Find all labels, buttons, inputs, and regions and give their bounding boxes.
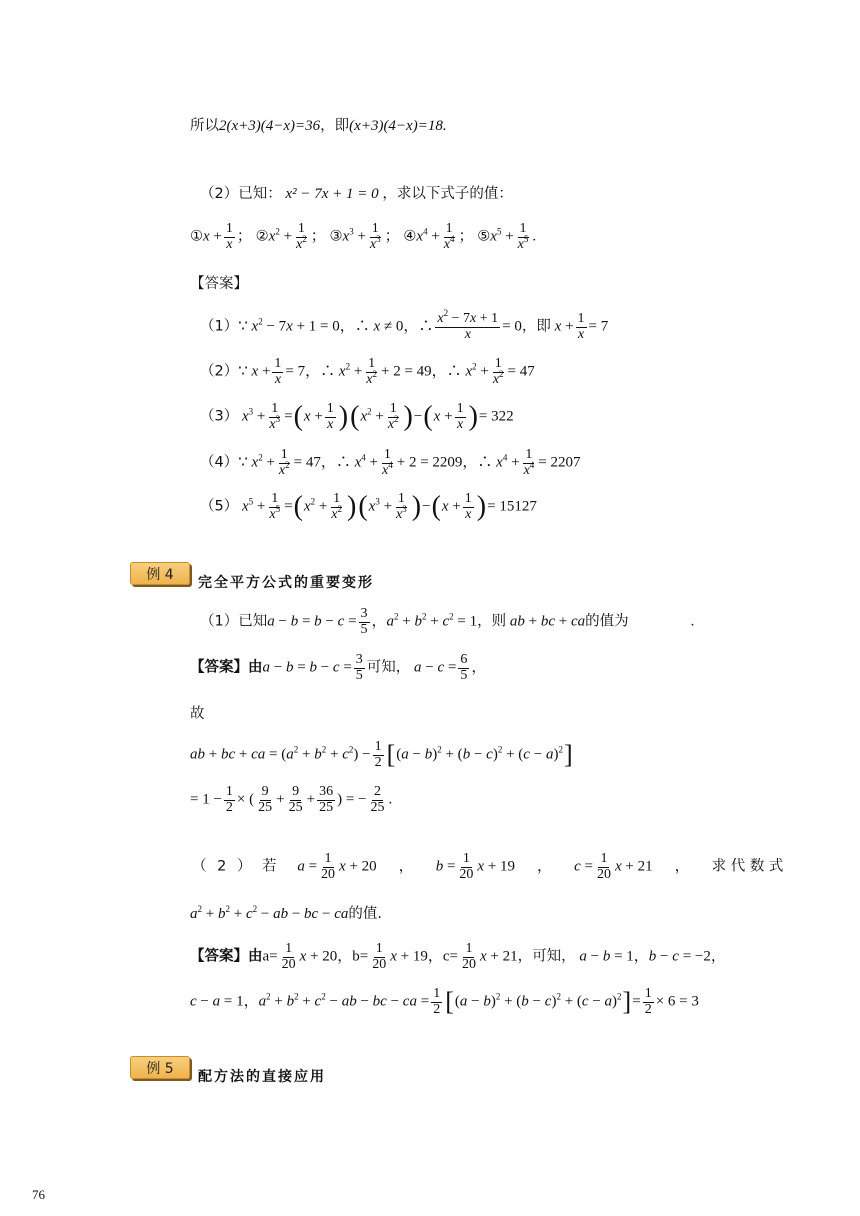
ex4-derivation-1: ab + bc + ca = $(a^2 + b^2 + c^2)$ − $\frac{1}{2}$ $[(a - b)^2 + (b - c)^2 + (c - a)^2]$ <box>190 739 573 770</box>
a4-mid: 2209 <box>432 454 463 471</box>
answer-3: （3） $x^3$ + $\frac{1}{x^3}$ =(x + $\frac{1}{x}$ )($x^2$ + $\frac{1}{x^2}$ )−(x + $\frac{1}{x}$ )= 322 <box>200 401 514 433</box>
example-4-title: 完全平方公式的重要变形 <box>198 575 374 591</box>
a2-label: （2） <box>200 363 239 380</box>
ex4-p2: （ 2 ） 若 a = $\frac{1}{20}$ x + 20 ， b = $\frac{1}{20}$ x + 19 ， c = $\frac{1}{20}$ x + 21 ， 求 代 数 式 <box>192 851 784 882</box>
q2-cond: x² − 7x + 1 = 0 <box>285 186 379 202</box>
example-4-tag: 例 4 <box>130 562 190 585</box>
example-5-title: 配方法的直接应用 <box>198 1069 326 1085</box>
ex4-ans2-mid: 可知， <box>532 948 576 965</box>
intro-eq2: (x+3)(4−x)=18. <box>349 118 447 134</box>
answer-2: （2）∵ x + $\frac{1}{x}$ = 7，∴ $x^2$ + $\frac{1}{x^2}$ + 2 = 49，∴ $x^2$ + $\frac{1}{x^2}$ = 47 <box>200 356 535 387</box>
a3-label: （3） <box>200 408 239 425</box>
answer-label-1 <box>190 275 248 295</box>
ex4-p2-end: 的值. <box>348 906 382 922</box>
ex4-p2-tail: 求 代 数 式 <box>711 858 784 875</box>
page-number: 76 <box>32 1187 45 1202</box>
answer-4: （4）∵ $x^2$ + $\frac{1}{x^2}$ = 47，∴ $x^4$ + $\frac{1}{x^4}$ + 2 = 2209，∴ $x^4$ + $\frac{1}{x^4}$ = 2207 <box>200 447 581 478</box>
answer-1: （1）∵ $x^2 - 7x + 1 = 0$，∴ x ≠ 0，∴ $\frac{x^2 - 7x + 1}{x}$ = 0，即 x + $\frac{1}{x}$ = 7 <box>200 308 609 342</box>
ex4-answer: 【答案】由a − b = b − c = $\frac{3}{5}$ 可知， a − c = $\frac{6}{5}$ ， <box>190 652 487 683</box>
a4-result: 2207 <box>550 454 581 471</box>
ex4-final-mid: 6 <box>667 993 676 1010</box>
answer-5: （5） $x^5$ + $\frac{1}{x^5}$ $=(x^2$ + $\frac{1}{x^2}$ )($x^3$ + $\frac{1}{x^3}$ )−(x + $\frac{1}{x}$ )= 15127 <box>200 491 537 523</box>
q2-line <box>200 185 513 205</box>
item-3-label: ③ <box>329 228 343 245</box>
q2-items: ①x + $\frac{1}{x}$ ； $②x^2$ + $\frac{1}{x^2}$ ； $③x^3$ + $\frac{1}{x^3}$ ； $④x^4$ + $\frac{1}{x^4}$ ； $⑤x^5$ + $\frac{1}{x^5}$ . <box>190 221 537 252</box>
a2-result: 47 <box>519 363 535 380</box>
item-2-label: ② <box>255 228 269 245</box>
intro-eq1: 2(x+3)(4−x)=36 <box>219 118 321 134</box>
ex4-answer-2-final: c − a = 1，$a^2 + b^2 + c^2$ − ab − bc − ca = $\frac{1}{2}$ $[(a - b)^2 + (b - c)^2 + (c - a)^2]=$ $\frac{1}{2}$ × 6 = 3 <box>190 986 699 1017</box>
q2-suffix: ，求以下式子的值： <box>382 186 513 202</box>
q2-label: （2）已知： <box>200 186 282 202</box>
ex4-answer-2: 【答案】由a= $\frac{1}{20}$ x + 20，b= $\frac{1}{20}$ x + 19，c= $\frac{1}{20}$ x + 21，可知， a − b = 1，b − c = −2， <box>190 941 726 972</box>
example-5-tag: 例 5 <box>130 1056 190 1079</box>
ex4-p1: （1）已知a − b = b − c = $\frac{3}{5}$ ，$a^2 + b^2 + c^2 = 1$，则 ab + bc + ca的值为 . <box>200 606 695 637</box>
ex4-gu <box>190 705 205 725</box>
intro-prefix: 所以 <box>190 118 219 134</box>
ex4-p1-label: （1）已知 <box>200 613 268 630</box>
answer-label: 【答案】 <box>190 276 248 292</box>
ex4-derivation-2: = 1 − $\frac{1}{2}$ × ( $\frac{9}{25}$ + $\frac{9}{25}$ + $\frac{36}{25}$ ) = − $\frac{2}{25}$ . <box>190 784 393 815</box>
item-1-label: ① <box>190 228 203 245</box>
ex4-gu-text: 故 <box>190 706 205 722</box>
a4-label: （4） <box>200 454 239 471</box>
intro-line <box>190 117 447 137</box>
ex4-ans2-prefix: 【答案】由 <box>190 948 263 965</box>
ex4-b-minus-c: −2 <box>694 948 711 965</box>
a3-result: 322 <box>491 408 514 425</box>
ex4-p2-label: （ 2 ） 若 <box>192 858 280 875</box>
a1-result: 7 <box>600 318 609 335</box>
ex4-ans-mid: 可知， <box>366 659 411 676</box>
a4-given: 47 <box>305 454 321 471</box>
ex4-final: 3 <box>691 993 699 1010</box>
ex4-ans-prefix: 【答案】由 <box>190 659 263 676</box>
item-5-label: ⑤ <box>477 228 491 245</box>
a1-label: （1） <box>200 318 239 335</box>
ex4-p2-expr: $a^2 + b^2 + c^2$ − ab − bc − ca的值. <box>190 904 382 922</box>
intro-mid: ，即 <box>320 118 350 134</box>
a2-mid: 49 <box>416 363 432 380</box>
a5-label: （5） <box>200 498 239 515</box>
item-4-label: ④ <box>403 228 417 245</box>
ex4-p1-tail: 的值为 <box>585 613 629 630</box>
a5-result: 15127 <box>499 498 537 515</box>
